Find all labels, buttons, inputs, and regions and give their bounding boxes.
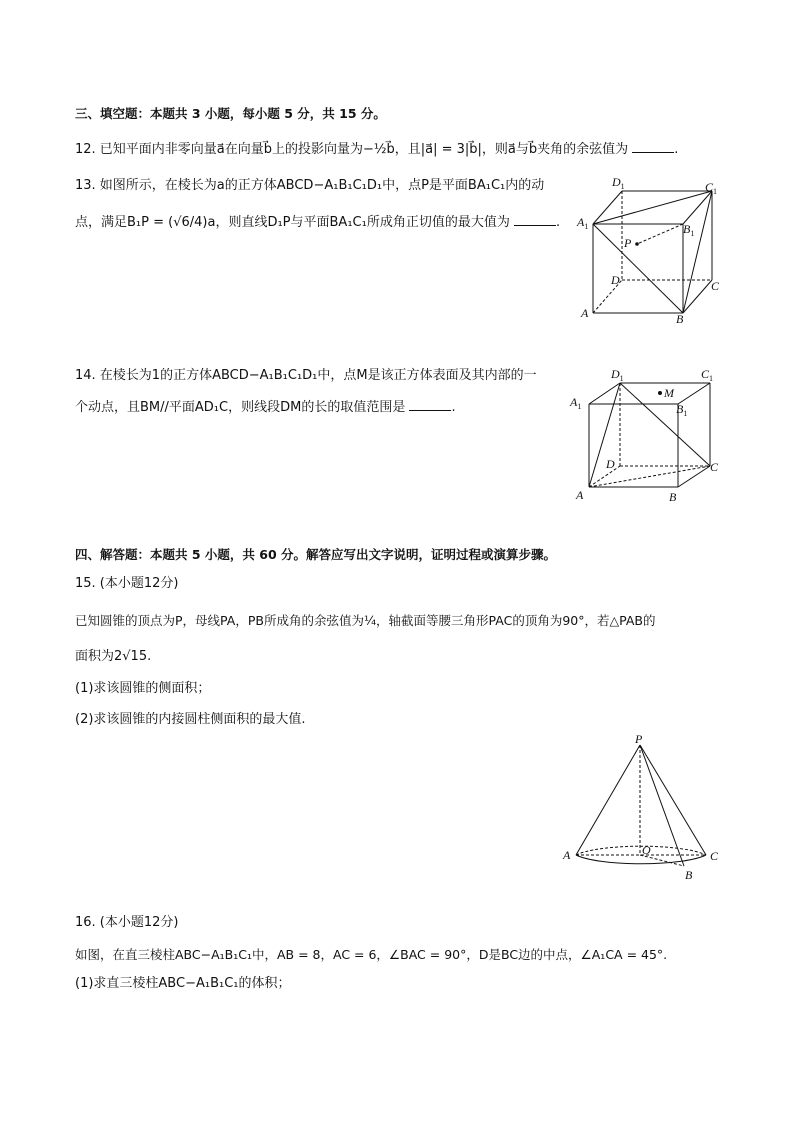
label-c: C <box>710 460 719 474</box>
label-b1: $B_1$ <box>676 402 688 418</box>
question-14-line2-text: 个动点，且BM//平面AD₁C，则线段DM的长的取值范围是 <box>75 400 406 415</box>
answer-blank-13[interactable] <box>514 213 556 226</box>
label-c: C <box>711 279 720 293</box>
label-b: B <box>685 868 693 882</box>
label-m: M <box>664 386 674 400</box>
question-14-line1: 14. 在棱长为1的正方体ABCD−A₁B₁C₁D₁中，点M是该正方体表面及其内部的一 <box>75 368 537 383</box>
figure-15-cone <box>560 733 730 883</box>
question-12: 12. 已知平面内非零向量a⃗在向量b⃗上的投影向量为−½b⃗，且|a⃗| = 3|b⃗|，则a⃗与b⃗夹角的余弦值为 . <box>75 142 679 157</box>
label-d: D <box>611 273 620 287</box>
label-c1: $C_1$ <box>705 180 718 196</box>
question-16-header: 16. (本小题12分) <box>75 915 179 930</box>
label-d: D <box>606 457 615 471</box>
label-d1: $D_1$ <box>611 367 624 383</box>
label-b: B <box>676 312 684 326</box>
question-15-part1: (1)求该圆锥的侧面积； <box>75 681 211 696</box>
question-13-line2: 点，满足B₁P = (√6/4)a，则直线D₁P与平面BA₁C₁所成角正切值的最大值为 . <box>75 215 561 230</box>
label-p: P <box>624 236 632 250</box>
label-a1: $A_1$ <box>577 215 589 231</box>
label-p: P <box>635 732 643 746</box>
label-c: C <box>710 849 719 863</box>
section-heading-fill-in: 三、填空题：本题共 3 小题，每小题 5 分，共 15 分。 <box>75 106 386 121</box>
question-16-line1: 如图，在直三棱柱ABC−A₁B₁C₁中，AB = 8，AC = 6，∠BAC = 90°，D是BC边的中点，∠A₁CA = 45°. <box>75 947 668 962</box>
label-a: A <box>576 488 584 502</box>
question-13-line2-text: 点，满足B₁P = (√6/4)a，则直线D₁P与平面BA₁C₁所成角正切值的最大值为 <box>75 215 510 230</box>
question-15-part2: (2)求该圆锥的内接圆柱侧面积的最大值. <box>75 712 306 727</box>
question-13-line1: 13. 如图所示，在棱长为a的正方体ABCD−A₁B₁C₁D₁中，点P是平面BA₁C₁内的动 <box>75 178 545 193</box>
question-16-part1: (1)求直三棱柱ABC−A₁B₁C₁的体积； <box>75 976 291 991</box>
answer-blank-12[interactable] <box>632 140 674 153</box>
section-heading-answer: 四、解答题：本题共 5 小题，共 60 分。解答应写出文字说明，证明过程或演算步骤。 <box>75 547 557 562</box>
question-15-header: 15. (本小题12分) <box>75 576 179 591</box>
question-15-line2: 面积为2√15. <box>75 649 152 664</box>
figure-14-cube <box>568 365 723 510</box>
figure-13-cube <box>575 175 725 325</box>
label-a1: $A_1$ <box>570 395 582 411</box>
label-a: A <box>563 848 571 862</box>
label-d1: $D_1$ <box>612 175 625 191</box>
label-o: O <box>642 843 651 857</box>
answer-blank-14[interactable] <box>409 398 451 411</box>
question-14-line2: 个动点，且BM//平面AD₁C，则线段DM的长的取值范围是 . <box>75 400 456 415</box>
label-c1: $C_1$ <box>701 367 714 383</box>
label-a: A <box>581 306 589 320</box>
label-b1: $B_1$ <box>683 222 695 238</box>
question-12-text: 12. 已知平面内非零向量a⃗在向量b⃗上的投影向量为−½b⃗，且|a⃗| = 3|b⃗|，则a⃗与b⃗夹角的余弦值为 <box>75 142 629 157</box>
question-15-line1: 已知圆锥的顶点为P，母线PA，PB所成角的余弦值为¼，轴截面等腰三角形PAC的顶角为90°，若△PAB的 <box>75 613 656 628</box>
label-b: B <box>669 490 677 504</box>
